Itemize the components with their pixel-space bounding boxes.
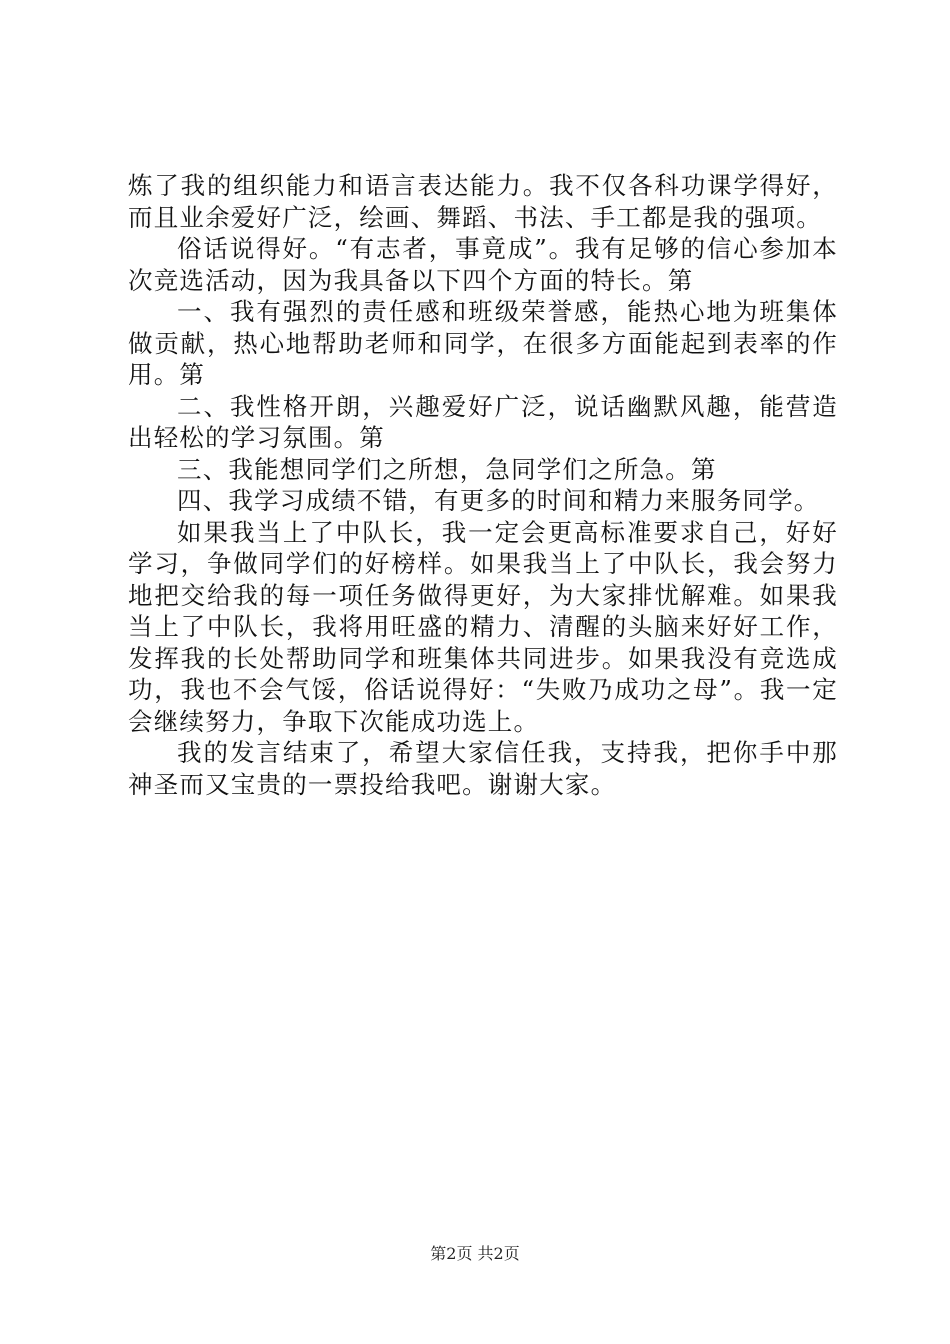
paragraph-strength-2: 二、我性格开朗，兴趣爱好广泛，说话幽默风趣，能营造出轻松的学习氛围。第	[128, 391, 838, 452]
paragraph-strength-3: 三、我能想同学们之所想，急同学们之所急。第	[177, 454, 717, 484]
paragraph-strength-1: 一、我有强烈的责任感和班级荣誉感，能热心地为班集体做贡献，热心地帮助老师和同学，在很多方面能起到表率的作用。第	[128, 297, 838, 389]
page-footer	[0, 1244, 950, 1264]
paragraph-promise: 如果我当上了中队长，我一定会更高标准要求自己，好好学习，争做同学们的好榜样。如果我当上了中队长，我会努力地把交给我的每一项任务做得更好，为大家排忧解难。如果我当上了中队长，我将用旺盛的精力、清醒的头脑来好好工作，发挥我的长处帮助同学和班集体共同进步。如果我没有竞选成功，我也不会气馁，俗话说得好：“失败乃成功之母”。我一定会继续努力，争取下次能成功选上。	[128, 517, 838, 736]
paragraph-closing: 我的发言结束了，希望大家信任我，支持我，把你手中那神圣而又宝贵的一票投给我吧。谢谢大家。	[128, 738, 838, 799]
paragraph-continuation: 炼了我的组织能力和语言表达能力。我不仅各科功课学得好，而且业余爱好广泛，绘画、舞蹈、书法、手工都是我的强项。	[128, 171, 838, 232]
page-number-label: 第2页 共2页	[430, 1244, 520, 1263]
document-body	[128, 170, 838, 800]
paragraph-strength-4: 四、我学习成绩不错，有更多的时间和精力来服务同学。	[177, 486, 820, 515]
paragraph-confidence: 俗话说得好。“有志者，事竟成”。我有足够的信心参加本次竞选活动，因为我具备以下四个方面的特长。第	[128, 234, 838, 295]
